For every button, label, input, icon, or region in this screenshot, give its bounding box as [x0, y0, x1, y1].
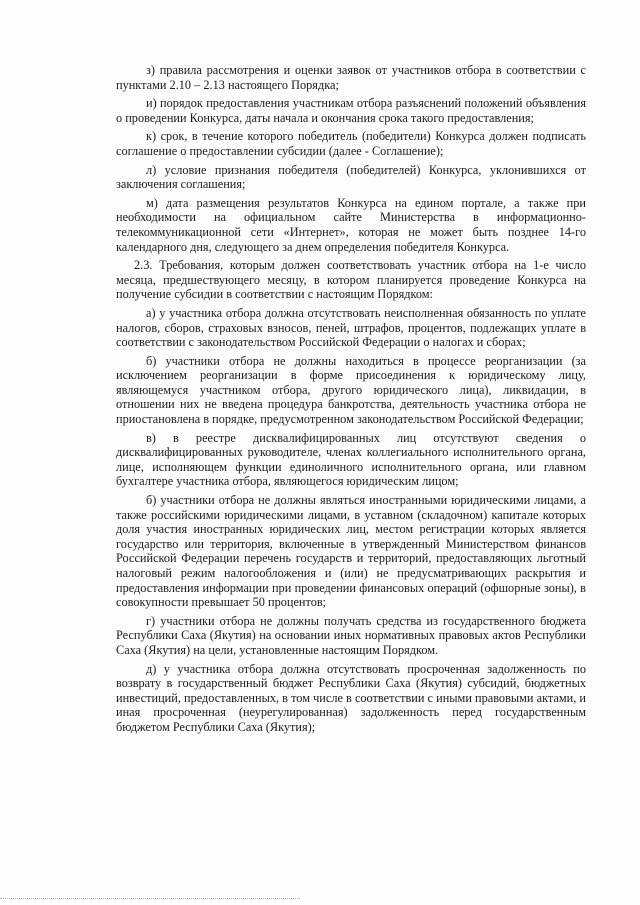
document-body [116, 63, 586, 735]
requirement-d: д) у участника отбора должна отсутствовать просроченная задолженность по возврату в государственный бюджет Республики Саха (Якутия) субсидий, бюджетных инвестиций, предоставленных, в том числе в соответствии с иными правовыми актами, и иная просроченная (неурегулированная) задолженность перед государственным бюджетом Республики Саха (Якутия); [116, 661, 586, 734]
requirement-a: а) у участника отбора должна отсутствовать неисполненная обязанность по уплате налогов, сборов, страховых взносов, пеней, штрафов, процентов, подлежащих уплате в соответствии с законодательством Российской Федерации о налогах и сборах; [116, 305, 586, 350]
requirement-g: г) участники отбора не должны получать средства из государственного бюджета Республики Саха (Якутия) на основании иных нормативных правовых актов Республики Саха (Якутия) на цели, установленные настоящим Порядком. [116, 613, 586, 657]
requirement-v: в) в реестре дисквалифицированных лиц отсутствуют сведения о дисквалифицированных руководителе, членах коллегиального исполнительного органа, лице, исполняющем функции единоличного исполнительного органа, или главном бухгалтере участника отбора, являющегося юридическим лицом; [116, 430, 586, 489]
paragraph-k: к) срок, в течение которого победитель (победители) Конкурса должен подписать соглашение о предоставлении субсидии (далее - Соглашение); [116, 129, 586, 158]
section-2-3: 2.3. Требования, которым должен соответствовать участник отбора на 1-е число месяца, предшествующего месяцу, в котором планируется проведение Конкурса на получение субсидии в соответствии с настоящим Порядком: [116, 258, 586, 302]
scan-edge-rule [0, 898, 300, 899]
requirement-b: б) участники отбора не должны находиться в процессе реорганизации (за исключением реорганизации в форме присоединения к юридическому лицу, являющемуся участником отбора, другого юридического лица), ликвидации, в отношении них не введена процедура банкротства, деятельность участника отбора не приостановлена в порядке, предусмотренном законодательством Российской Федерации; [116, 353, 586, 427]
paragraph-m: м) дата размещения результатов Конкурса на едином портале, а также при необходимости на официальном сайте Министерства в информационно-телекоммуникационной сети «Интернет», которая не может быть позднее 14-го календарного дня, следующего за днем определения победителя Конкурса. [116, 195, 586, 254]
paragraph-i: и) порядок предоставления участникам отбора разъяснений положений объявления о проведении Конкурса, даты начала и окончания срока такого предоставления; [116, 96, 586, 125]
requirement-b2: б) участники отбора не должны являться иностранными юридическими лицами, а также российскими юридическими лицами, в уставном (складочном) капитале которых доля участия иностранных юридических лиц, местом регистрации которых является государство или территория, включенные в утвержденный Министерством финансов Российской Федерации перечень государств и территорий, предоставляющих льготный налоговый режим налогообложения и (или) не предусматривающих раскрытия и предоставления информации при проведении финансовых операций (офшорные зоны), в совокупности превышает 50 процентов; [116, 493, 586, 610]
paragraph-l: л) условие признания победителя (победителей) Конкурса, уклонившихся от заключения соглашения; [116, 162, 586, 192]
paragraph-z: з) правила рассмотрения и оценки заявок от участников отбора в соответствии с пунктами 2.10 – 2.13 настоящего Порядка; [116, 63, 586, 92]
